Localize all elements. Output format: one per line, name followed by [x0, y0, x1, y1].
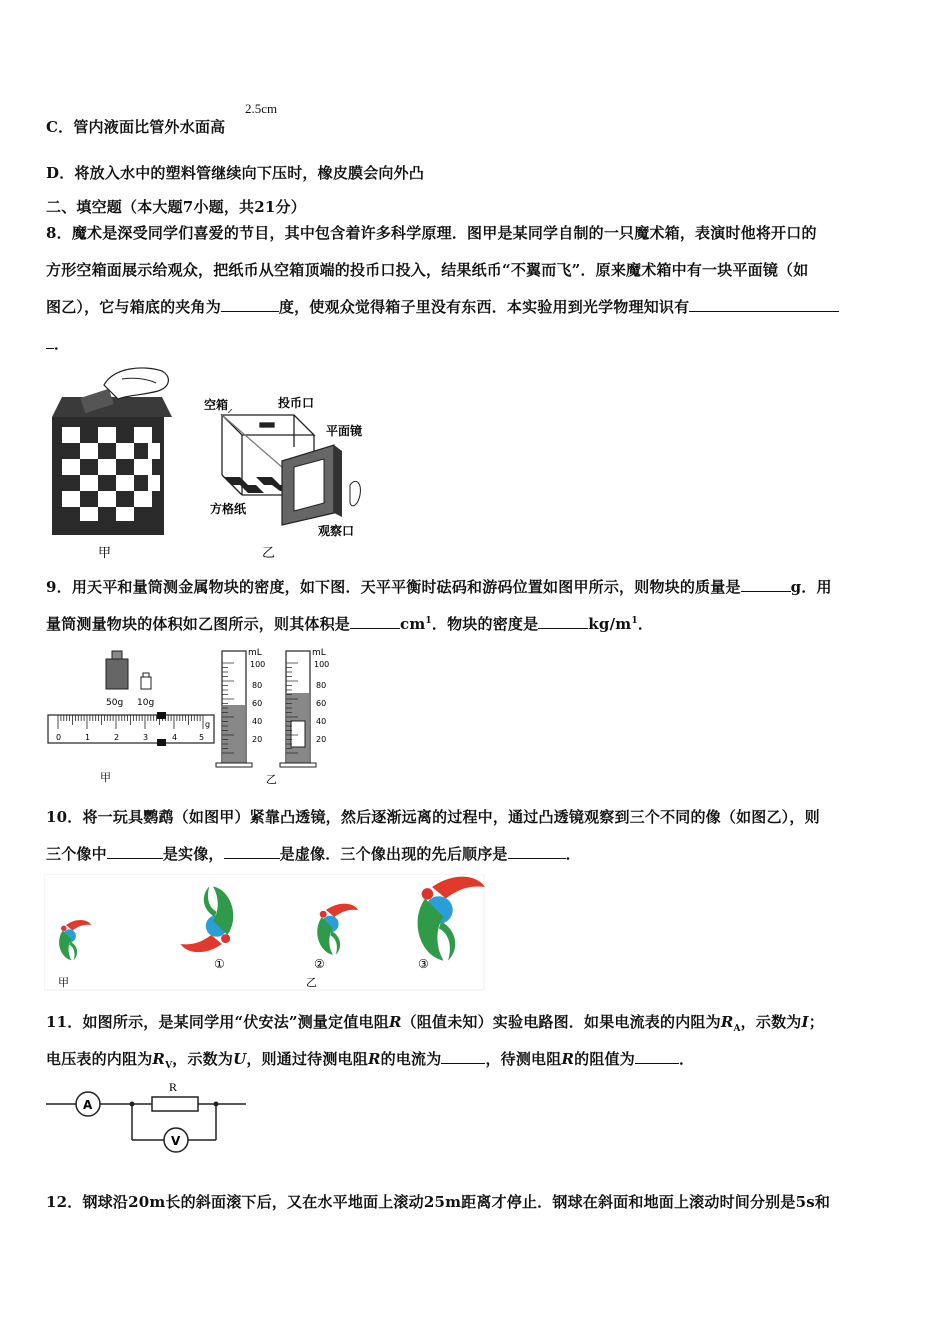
q11-line2d: ，示数为 — [172, 1050, 234, 1068]
q10-img3-label: ③ — [418, 957, 429, 971]
q11-line1h: ； — [808, 1013, 824, 1031]
q11-var-r: R — [388, 1013, 402, 1031]
q9-line2c: ．物块的密度是 — [431, 615, 539, 633]
scale-tick-1: 1 — [85, 733, 91, 742]
q8-blank-knowledge[interactable] — [689, 310, 839, 312]
scale-tick-2: 2 — [114, 733, 120, 742]
q9-line1b: g．用 — [790, 578, 832, 596]
q11-blank-resistance[interactable] — [635, 1062, 679, 1064]
q11-line1c: （阻值未知）实验电路图．如果电流表的内阻为 — [401, 1013, 721, 1031]
q8-label-window: 观察口 — [318, 524, 355, 538]
q8-label-box: 空箱 — [204, 398, 229, 412]
q11-line2k: 的阻值为 — [574, 1050, 635, 1068]
q11-blank-current[interactable] — [441, 1062, 485, 1064]
q8-blank-angle[interactable] — [221, 310, 279, 312]
cyl2-unit: mL — [312, 648, 326, 658]
q10-blank-real[interactable] — [107, 857, 163, 859]
magic-box-front-image — [52, 368, 172, 535]
option-c-label: C． — [46, 118, 74, 136]
junction-right — [214, 1102, 219, 1107]
q9-blank-volume[interactable] — [350, 627, 400, 629]
metal-block — [291, 721, 305, 747]
cyl1-tick-20: 20 — [252, 735, 263, 744]
option-d-label: D． — [46, 164, 75, 182]
balance-cylinder-svg — [44, 643, 344, 788]
rider-marker-top — [157, 712, 166, 719]
q11-line1 — [46, 1011, 824, 1034]
cyl1-tick-80: 80 — [252, 681, 263, 690]
q9-line2-sup2: 1 — [631, 616, 638, 626]
q11-sub-v: V — [165, 1061, 173, 1071]
measuring-cylinder-1 — [216, 648, 265, 767]
q9-line2a: 量筒测量物块的体积如乙图所示，则其体积是 — [46, 615, 351, 633]
observer-hand-icon — [350, 481, 360, 505]
q8-line3a: 图乙），它与箱底的夹角为 — [46, 298, 221, 316]
magic-box-svg — [44, 365, 384, 565]
q10-blank-order[interactable] — [508, 857, 566, 859]
q8-label-slot: 投币口 — [278, 396, 315, 410]
q9-blank-density[interactable] — [538, 627, 588, 629]
q11-line1f: ，示数为 — [740, 1013, 802, 1031]
junction-left — [130, 1102, 135, 1107]
q11-line1a: 11．如图所示，是某同学用“伏安法”测量定值电阻 — [46, 1013, 389, 1031]
resistor-icon — [152, 1097, 198, 1111]
scale-tick-0: 0 — [56, 733, 62, 742]
rider-marker-bottom — [157, 739, 166, 746]
cyl2-tick-100: 100 — [314, 660, 330, 669]
q8-line3b: 度，使观众觉得箱子里没有东西．本实验用到光学物理知识有 — [278, 298, 690, 316]
q8-line4-end: ． — [54, 335, 70, 353]
q10-line1: 10．将一玩具鹦鹉（如图甲）紧靠凸透镜，然后逐渐远离的过程中，通过凸透镜观察到三个不同的像（如图乙），则 — [46, 808, 820, 826]
q9-line2-sup: 1 — [425, 616, 432, 626]
q11-line2a: 电压表的内阻为 — [46, 1050, 153, 1068]
scale-tick-4: 4 — [172, 733, 178, 742]
q9-weight2-label: 10g — [137, 698, 155, 708]
q8-blank-continued[interactable] — [46, 347, 54, 349]
cyl2-tick-40: 40 — [316, 717, 327, 726]
q11-var-rv: R — [152, 1050, 166, 1068]
q8-line4 — [46, 333, 69, 354]
q11-line2l: ． — [678, 1050, 695, 1068]
q11-var-ra: R — [720, 1013, 734, 1031]
q11-var-i: I — [801, 1013, 809, 1031]
q9-line1 — [46, 576, 832, 597]
option-c-text: 管内液面比管外水面高 — [73, 118, 226, 136]
scale-tick-3: 3 — [143, 733, 149, 742]
weight-10g — [141, 673, 151, 689]
q11-var-u: U — [233, 1050, 247, 1068]
q8-fig-label-jia: 甲 — [98, 546, 112, 561]
q10-figure — [44, 874, 489, 992]
q8-figure — [44, 365, 384, 565]
q11-line2f: ，则通过待测电阻 — [246, 1050, 368, 1068]
q9-line1a: 9．用天平和量筒测金属物块的密度，如下图．天平平衡时砝码和游码位置如图甲所示，则物块的质量是 — [46, 578, 741, 596]
q10-img2-label: ② — [314, 957, 325, 971]
q10-fig-label-jia: 甲 — [58, 976, 69, 989]
q8-line1: 8．魔术是深受同学们喜爱的节目，其中包含着许多科学原理．图甲是某同学自制的一只魔术箱，表演时他将开口的 — [46, 224, 817, 242]
q9-line2d: kg/m — [588, 615, 632, 633]
q11-line2h: 的电流为 — [380, 1050, 442, 1068]
q8-fig-label-yi: 乙 — [262, 546, 276, 561]
q11-sub-a: A — [733, 1024, 741, 1034]
option-d — [46, 162, 424, 183]
observation-window-frame — [282, 445, 342, 525]
q10-line2c: 是虚像．三个像出现的先后顺序是 — [279, 845, 508, 863]
q10-blank-virtual[interactable] — [224, 857, 280, 859]
weight-50g — [106, 651, 128, 689]
q11-circuit — [44, 1076, 254, 1162]
q9-line2e: ． — [637, 615, 654, 633]
q8-label-grid: 方格纸 — [210, 502, 247, 516]
measuring-cylinder-2 — [280, 648, 329, 767]
q9-fig-label-jia: 甲 — [100, 771, 111, 784]
q10-line2a: 三个像中 — [46, 845, 107, 863]
q10-img1-label: ① — [214, 957, 225, 971]
cyl2-tick-60: 60 — [316, 699, 327, 708]
option-c — [46, 116, 225, 137]
cyl1-tick-40: 40 — [252, 717, 263, 726]
q9-line2 — [46, 613, 653, 634]
cyl1-unit: mL — [248, 648, 262, 658]
q10-line2b: 是实像， — [162, 845, 224, 863]
resistor-label: R — [169, 1080, 178, 1094]
q9-blank-mass[interactable] — [741, 590, 791, 592]
rider-scale — [48, 712, 214, 746]
q9-weight1-label: 50g — [106, 698, 124, 708]
q9-line2b: cm — [400, 615, 426, 633]
voltmeter-label: V — [171, 1134, 181, 1148]
q11-var-r2: R — [367, 1050, 381, 1068]
q11-line2 — [46, 1048, 694, 1071]
q12-line1: 12．钢球沿20m长的斜面滚下后，又在水平地面上滚动25m距离才停止．钢球在斜面和地面上滚动时间分别是5s和 — [46, 1193, 831, 1211]
q10-line2 — [46, 843, 581, 864]
scale-unit: g — [205, 720, 211, 729]
parrot-images-svg — [44, 874, 489, 992]
q8-label-mirror: 平面镜 — [326, 424, 363, 438]
q11-line2i: ，待测电阻 — [485, 1050, 562, 1068]
option-d-text: 将放入水中的塑料管继续向下压时，橡皮膜会向外凸 — [74, 164, 425, 182]
section-title: 二、填空题（本大题7小题，共21分） — [46, 198, 306, 216]
scale-tick-5: 5 — [199, 733, 205, 742]
q8-line2: 方形空箱面展示给观众，把纸币从空箱顶端的投币口投入，结果纸币“不翼而飞”．原来魔术箱中有一块平面镜（如 — [46, 261, 809, 279]
ammeter-label: A — [83, 1098, 93, 1112]
q9-fig-label-yi: 乙 — [266, 773, 277, 786]
cyl1-tick-100: 100 — [250, 660, 266, 669]
q8-line3 — [46, 296, 839, 317]
q9-figure — [44, 643, 344, 788]
cyl2-tick-20: 20 — [316, 735, 327, 744]
cyl2-tick-80: 80 — [316, 681, 327, 690]
q10-fig-label-yi: 乙 — [306, 976, 317, 989]
q11-var-r3: R — [561, 1050, 575, 1068]
cyl1-tick-60: 60 — [252, 699, 263, 708]
q10-line2d: ． — [565, 845, 581, 863]
stray-note: 2.5cm — [245, 101, 278, 116]
circuit-diagram-svg — [44, 1076, 254, 1162]
